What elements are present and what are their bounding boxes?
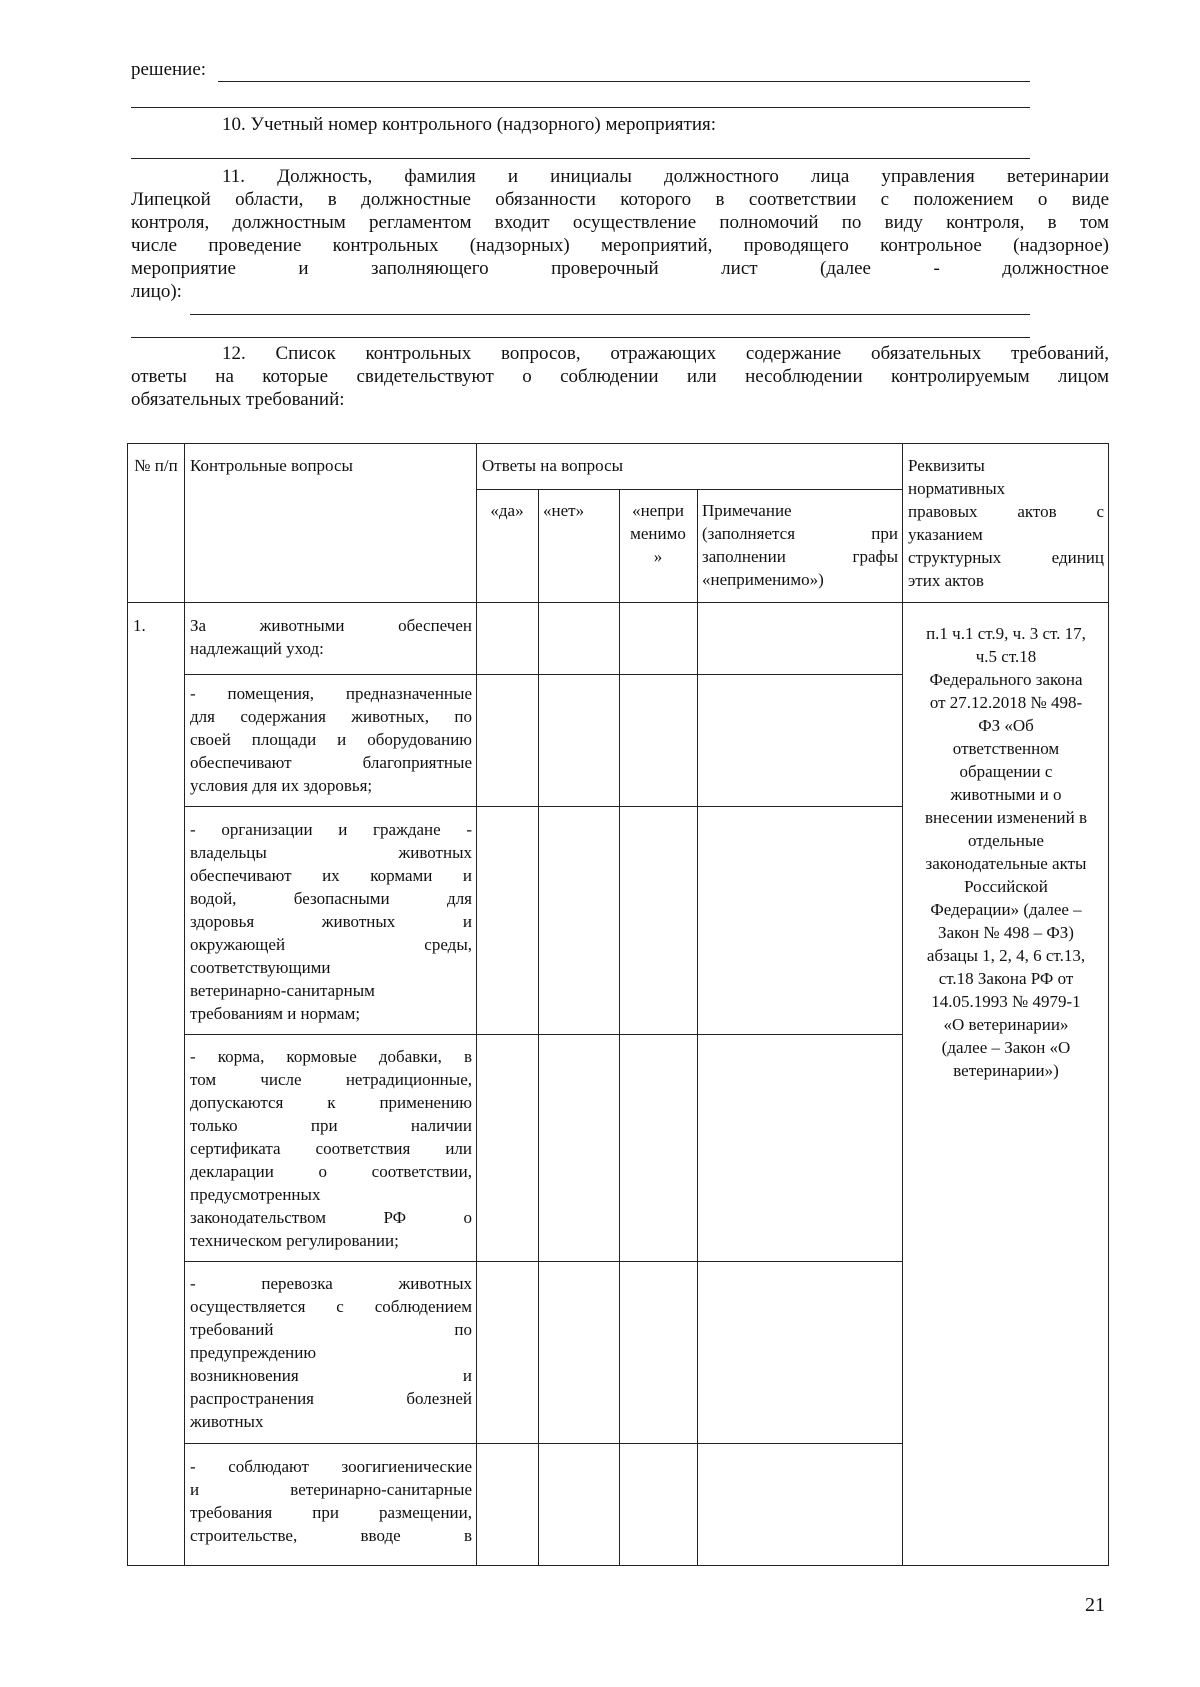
question-line: соответствующими — [190, 958, 331, 977]
table-vline — [538, 489, 539, 1566]
question-line: осуществляется с соблюдением — [190, 1297, 472, 1316]
header-na-line: менимо — [630, 524, 686, 543]
header-req-line: структурных единиц — [908, 548, 1104, 567]
item-12 — [131, 342, 1109, 411]
question-line: За животными обеспечен — [190, 616, 472, 635]
legal-reference: п.1 ч.1 ст.9, ч. 3 ст. 17, ч.5 ст.18 Федерального закона от 27.12.2018 № 498- ФЗ «Об ответственном обращении с животными и о внесении изменений в отдельные законодательные акты Российской Федерации» (далее – Закон № 498 – ФЗ) абзацы 1, 2, 4, 6 ст.13, ст.18 Закона РФ от 14.05.1993 № 4979-1 «О ветеринарии» (далее – Закон «О ветеринарии») — [924, 624, 1088, 1080]
question-line: требованиям и нормам; — [190, 1004, 361, 1023]
table-hline — [184, 806, 902, 807]
item-11-line: числе проведение контрольных (надзорных) мероприятий, проводящего контрольное (надзорное) — [131, 235, 1109, 256]
question-line: - перевозка животных — [190, 1274, 472, 1293]
question-item — [190, 1272, 472, 1433]
item-11-line: 11. Должность, фамилия и инициалы должностного лица управления ветеринарии — [222, 166, 1109, 187]
item-11-blank-line-2 — [131, 337, 1030, 338]
question-line: владельцы животных — [190, 843, 472, 862]
question-line: распространения болезней — [190, 1389, 472, 1408]
question-line: надлежащий уход: — [190, 639, 324, 658]
item-11-blank-line — [190, 314, 1030, 315]
item-10: 10. Учетный номер контрольного (надзорного) мероприятия: — [222, 114, 717, 135]
question-line: сертификата соответствия или — [190, 1139, 472, 1158]
item-11-line: Липецкой области, в должностные обязанности которого в соответствии с положением о виде — [131, 189, 1109, 210]
header-not-applicable — [621, 499, 695, 568]
question-line: допускаются к применению — [190, 1093, 472, 1112]
question-item — [190, 818, 472, 1025]
table-hline — [127, 602, 1109, 603]
decision-label: решение: — [131, 59, 207, 80]
question-line: водой, безопасными для — [190, 889, 472, 908]
header-note-line: «неприменимо») — [702, 570, 824, 589]
header-req-line: нормативных — [908, 479, 1006, 498]
table-hline — [476, 489, 902, 490]
question-item — [190, 682, 472, 797]
question-line: условия для их здоровья; — [190, 776, 373, 795]
decision-blank-line-2 — [131, 107, 1030, 108]
question-line: и ветеринарно-санитарные — [190, 1480, 472, 1499]
question-item — [190, 1455, 472, 1547]
item-11-line: мероприятие и заполняющего проверочный лист (далее - должностное — [131, 258, 1109, 279]
page-number: 21 — [1085, 1594, 1105, 1616]
question-line: предусмотренных — [190, 1185, 321, 1204]
question-item — [190, 1045, 472, 1252]
question-line: техническом регулировании; — [190, 1231, 399, 1250]
question-line: том числе нетрадиционные, — [190, 1070, 472, 1089]
question-line: только при наличии — [190, 1116, 472, 1135]
question-line: строительстве, вводе в — [190, 1526, 472, 1545]
item-12-line: 12. Список контрольных вопросов, отражающих содержание обязательных требований, — [222, 343, 1109, 364]
header-req-line: указанием — [908, 525, 983, 544]
item-12-last: обязательных требований: — [131, 389, 345, 410]
header-yes: «да» — [490, 501, 524, 520]
table-vline — [902, 443, 903, 1566]
row-number: 1. — [133, 616, 146, 635]
question-line: - организации и граждане - — [190, 820, 472, 839]
question-line: законодательством РФ о — [190, 1208, 472, 1227]
table-vline — [476, 443, 477, 1566]
header-req-line: этих актов — [908, 571, 984, 590]
header-note — [702, 499, 898, 591]
table-hline — [184, 674, 902, 675]
header-num: № п/п — [134, 456, 178, 475]
header-note-line: заполнении графы — [702, 547, 898, 566]
table-hline — [184, 1443, 902, 1444]
question-line: ветеринарно-санитарным — [190, 981, 375, 1000]
header-no: «нет» — [543, 501, 585, 520]
question-line: для содержания животных, по — [190, 707, 472, 726]
table-vline — [697, 489, 698, 1566]
header-note-line: Примечание — [702, 501, 792, 520]
question-line: здоровья животных и — [190, 912, 472, 931]
question-line: декларации о соответствии, — [190, 1162, 472, 1181]
question-line: окружающей среды, — [190, 935, 472, 954]
item-12-line: ответы на которые свидетельствуют о соблюдении или несоблюдении контролируемым лицом — [131, 366, 1109, 387]
question-line: предупреждению — [190, 1343, 317, 1362]
question-line: - соблюдают зоогигиенические — [190, 1457, 472, 1476]
question-line: обеспечивают благоприятные — [190, 753, 472, 772]
header-answers: Ответы на вопросы — [482, 456, 624, 475]
question-line: - корма, кормовые добавки, в — [190, 1047, 472, 1066]
table-vline — [619, 489, 620, 1566]
header-req-line: правовых актов с — [908, 502, 1104, 521]
decision-blank-line — [218, 81, 1030, 82]
item-11-line: контроля, должностным регламентом входит осуществление полномочий по виду контроля, в том — [131, 212, 1109, 233]
question-line: требований по — [190, 1320, 472, 1339]
item-11 — [131, 165, 1109, 303]
question-line: требования при размещении, — [190, 1503, 472, 1522]
header-requisites — [908, 454, 1104, 592]
table-hline — [184, 1261, 902, 1262]
header-questions: Контрольные вопросы — [190, 456, 353, 475]
question-line: животных — [190, 1412, 264, 1431]
header-req-line: Реквизиты — [908, 456, 985, 475]
header-note-line: (заполняется при — [702, 524, 898, 543]
question-line: возникновения и — [190, 1366, 472, 1385]
table-hline — [184, 1034, 902, 1035]
question-item — [190, 614, 472, 660]
header-na-line: «непри — [632, 501, 684, 520]
question-line: - помещения, предназначенные — [190, 684, 472, 703]
header-na-line: » — [653, 547, 663, 566]
item-11-last: лицо): — [131, 281, 182, 302]
item-10-blank-line — [131, 158, 1030, 159]
table-vline — [184, 443, 185, 1566]
question-line: обеспечивают их кормами и — [190, 866, 472, 885]
question-line: своей площади и оборудованию — [190, 730, 472, 749]
